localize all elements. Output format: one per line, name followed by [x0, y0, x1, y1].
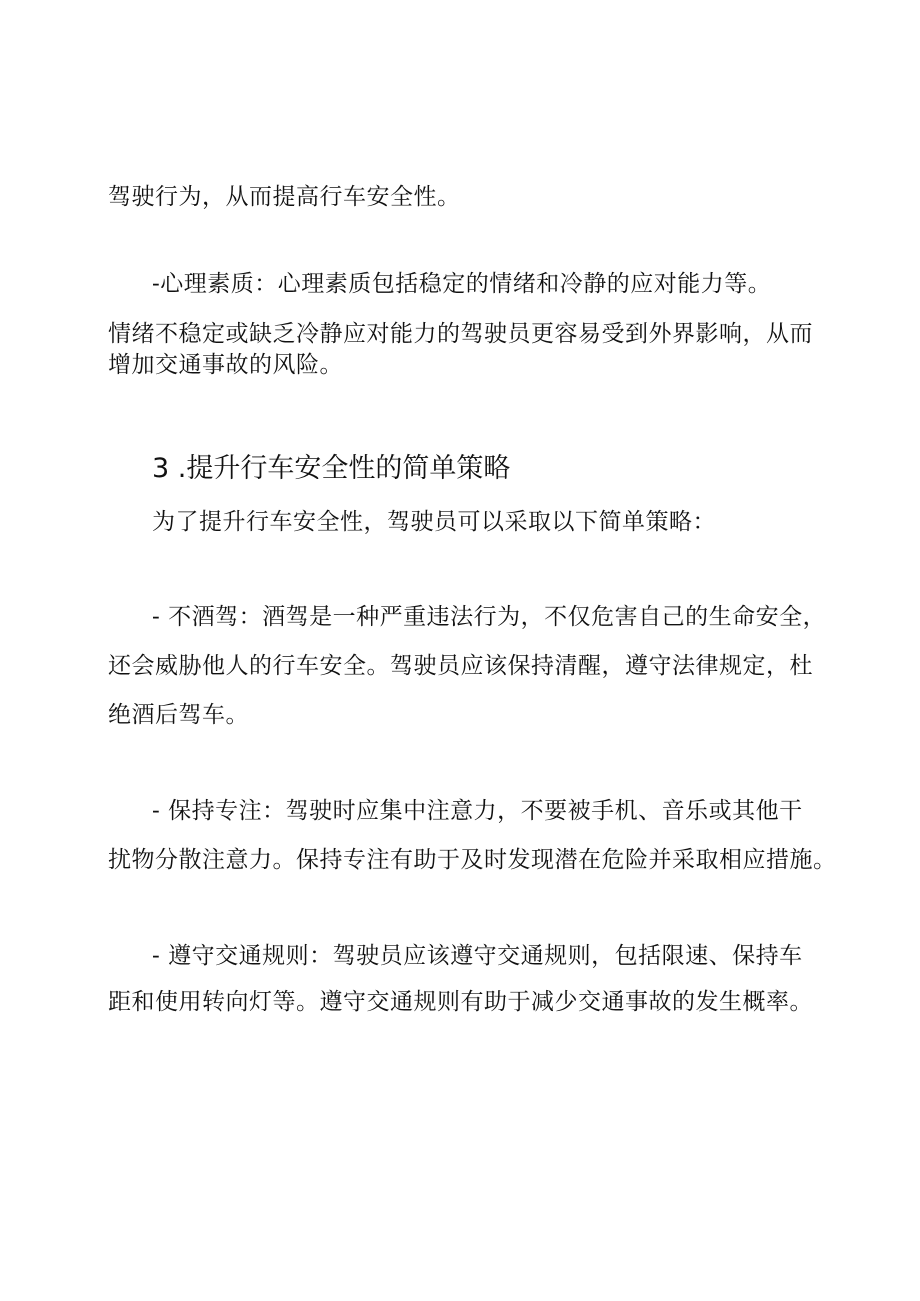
- paragraph-line: 距和使用转向灯等。遵守交通规则有助于减少交通事故的发生概率。: [108, 989, 813, 1015]
- paragraph-line: 驾驶行为，从而提高行车安全性。: [108, 184, 461, 210]
- paragraph-line: 绝酒后驾车。: [108, 702, 249, 728]
- paragraph-line: 为了提升行车安全性，驾驶员可以采取以下简单策略：: [152, 509, 716, 535]
- paragraph-line: 增加交通事故的风险。: [108, 352, 343, 378]
- paragraph-line: 情绪不稳定或缺乏冷静应对能力的驾驶员更容易受到外界影响，从而: [108, 321, 813, 347]
- section-heading: 3 .提升行车安全性的简单策略: [152, 453, 511, 484]
- bullet-line: - 遵守交通规则：驾驶员应该遵守交通规则，包括限速、保持车: [152, 943, 803, 969]
- paragraph-line: 扰物分散注意力。保持专注有助于及时发现潜在危险并采取相应措施。: [108, 847, 837, 873]
- bullet-line: - 保持专注：驾驶时应集中注意力，不要被手机、音乐或其他干: [152, 798, 803, 824]
- paragraph-line: 还会威胁他人的行车安全。驾驶员应该保持清醒，遵守法律规定，杜: [108, 653, 813, 679]
- paragraph-line: -心理素质：心理素质包括稳定的情绪和冷静的应对能力等。: [152, 271, 772, 297]
- bullet-line: - 不酒驾：酒驾是一种严重违法行为，不仅危害自己的生命安全，: [152, 604, 827, 630]
